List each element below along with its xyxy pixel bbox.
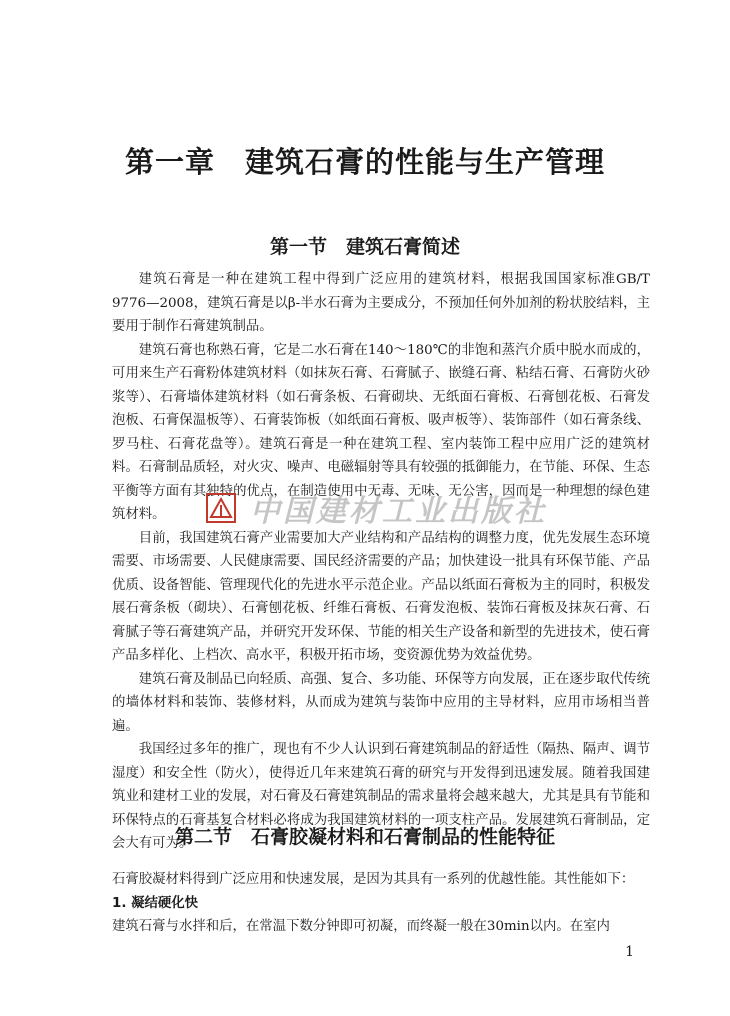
section-1-title: 第一节 建筑石膏简述 [269, 236, 460, 258]
section-2-title: 第二节 石膏胶凝材料和石膏制品的性能特征 [174, 826, 555, 848]
section-2-intro: 石膏胶凝材料得到广泛应用和快速发展，是因为其具有一系列的优越性能。其性能如下： [112, 872, 635, 887]
paragraph: 目前，我国建筑石膏产业需要加大产业结构和产品结构的调整力度，优先发展生态环境需要、市场需要、人民健康需要、国民经济需要的产品；加快建设一批具有环保节能、产品优质、设备智能、管理现代化的先进水平示范企业。产品以纸面石膏板为主的同时，积极发展石膏条板（砌块）、石膏刨花板、纤维石膏板、石膏发泡板、装饰石膏板及抹灰石膏、石膏腻子等石膏建筑产品，并研究开发环保、节能的相关生产设备和新型的先进技术，使石膏产品多样化、上档次、高水平，积极开拓市场，变资源优势为效益优势。 [112, 530, 650, 663]
paragraph: 建筑石膏也称熟石膏，它是二水石膏在140～180℃的非饱和蒸汽介质中脱水而成的，可用来生产石膏粉体建筑材料（如抹灰石膏、石膏腻子、嵌缝石膏、粘结石膏、石膏防火砂浆等）、石膏墙体建筑材料（如石膏条板、石膏砌块、无纸面石膏板、石膏刨花板、石膏发泡板、石膏保温板等）、石膏装饰板（如纸面石膏板、吸声板等）、装饰部件（如石膏条线、罗马柱、石膏花盘等）。建筑石膏是一种在建筑工程、室内装饰工程中应用广泛的建筑材料。石膏制品质轻，对火灾、噪声、电磁辐射等具有较强的抵御能力，在节能、环保、生态平衡等方面有其独特的优点，在制造使用中无毒、无味、无公害，因而是一种理想的绿色建筑材料。 [112, 342, 650, 522]
chapter-title: 第一章 建筑石膏的性能与生产管理 [124, 145, 605, 179]
paragraph: 建筑石膏与水拌和后，在常温下数分钟即可初凝，而终凝一般在30min以内。在室内 [112, 919, 610, 934]
paragraph: 建筑石膏及制品已向轻质、高强、复合、多功能、环保等方向发展，正在逐步取代传统的墙体材料和装饰、装修材料，从而成为建筑与装饰中应用的主导材料，应用市场相当普遍。 [112, 671, 650, 734]
section-2-body [112, 868, 650, 939]
page-number: 1 [625, 944, 634, 960]
watermark-text: 中国建材工业出版社 [250, 494, 547, 529]
subheading: 1. 凝结硬化快 [112, 895, 199, 911]
section-1-body [112, 268, 650, 856]
paragraph: 建筑石膏是一种在建筑工程中得到广泛应用的建筑材料，根据我国国家标准GB/T 9776—2008，建筑石膏是以β-半水石膏为主要成分，不预加任何外加剂的粉状胶结料，主要用于制作石膏建筑制品。 [112, 272, 650, 334]
paragraph: 我国经过多年的推广，现也有不少人认识到石膏建筑制品的舒适性（隔热、隔声、调节湿度）和安全性（防火），使得近几年来建筑石膏的研究与开发得到迅速发展。随着我国建筑业和建材工业的发展，对石膏及石膏建筑制品的需求量将会越来越大，尤其是具有节能和环保特点的石膏基复合材料必将成为我国建筑材料的一项支柱产品。发展建筑石膏制品，定会大有可为。 [112, 742, 650, 851]
